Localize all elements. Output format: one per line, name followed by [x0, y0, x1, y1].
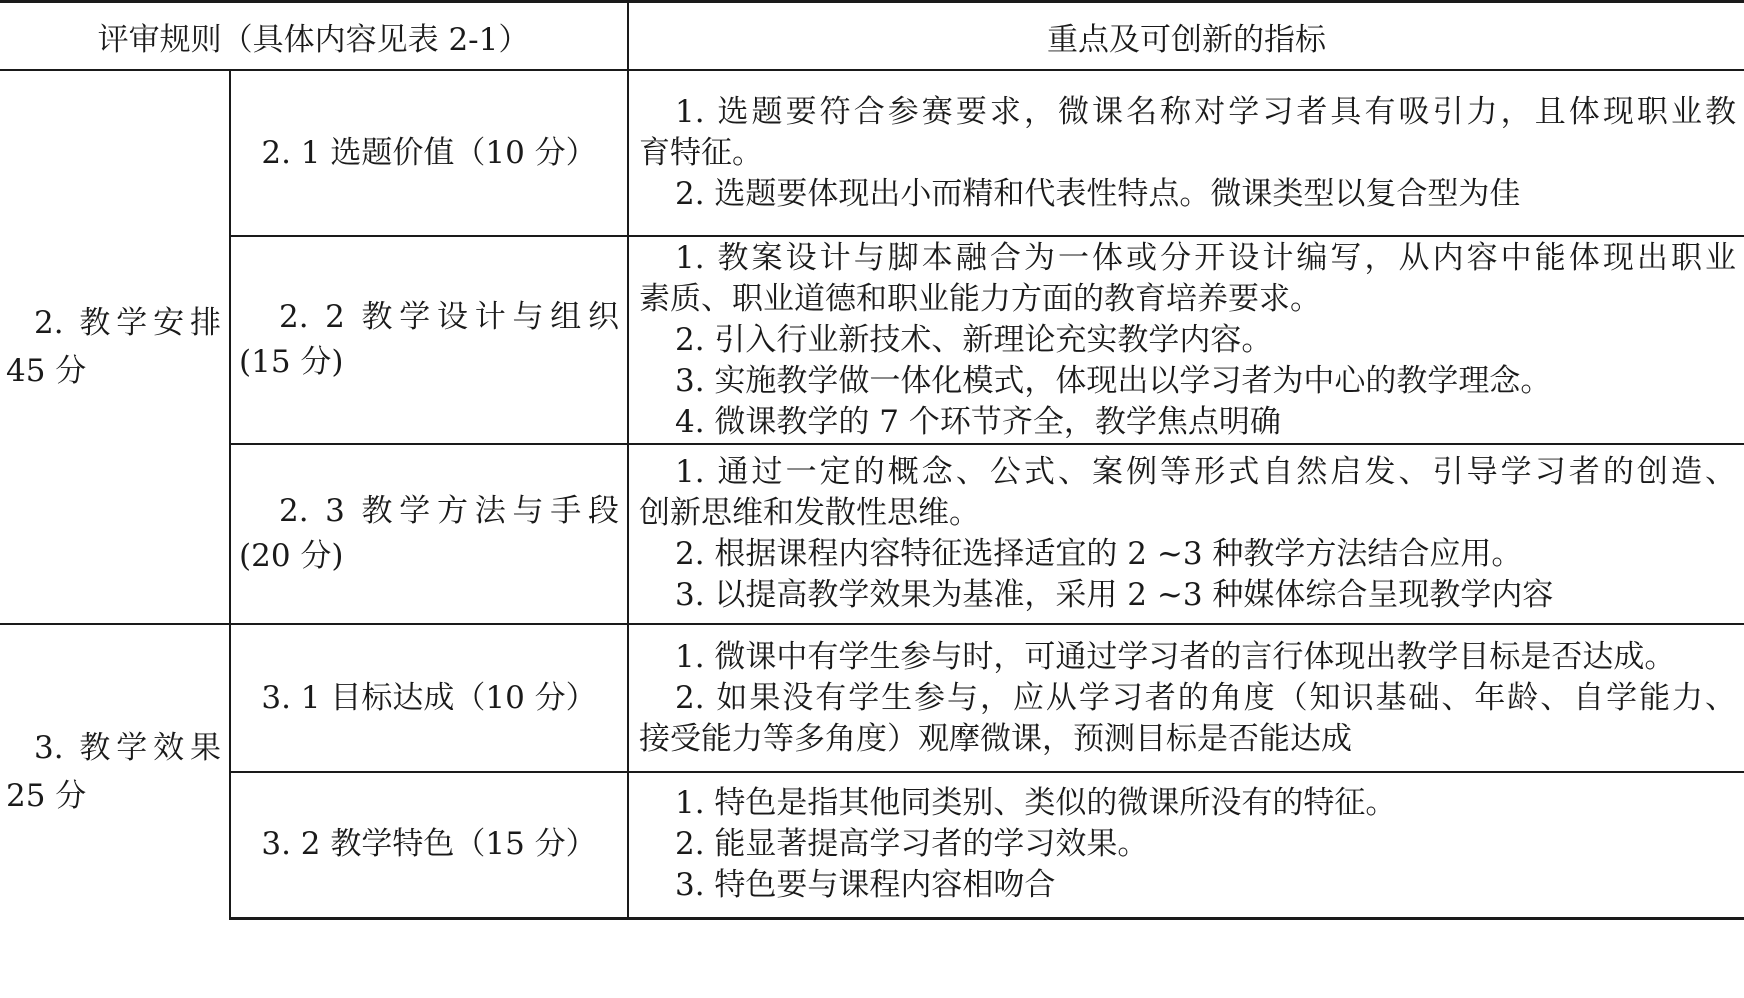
indicator-line: 3. 特色要与课程内容相吻合 [675, 867, 1056, 904]
indicator-line: 1. 选题要符合参赛要求，微课名称对学习者具有吸引力，且体现职业教 [675, 93, 1736, 130]
item-name-line2: (15 分) [239, 344, 344, 380]
section-3-title [0, 624, 230, 918]
item-2-3-indicators [628, 444, 1744, 624]
section-title-line2: 25 分 [6, 777, 87, 814]
item-name-line1: 2. 3 教学方法与手段 [279, 493, 619, 529]
indicator-line: 2. 选题要体现出小而精和代表性特点。微课类型以复合型为佳 [675, 175, 1521, 212]
item-2-1-name: 2. 1 选题价值（10 分） [230, 70, 628, 236]
indicator-line: 1. 教案设计与脚本融合为一体或分开设计编写，从内容中能体现出职业 [675, 239, 1736, 276]
indicator-line: 素质、职业道德和职业能力方面的教育培养要求。 [639, 280, 1321, 317]
header-indicators: 重点及可创新的指标 [628, 2, 1744, 71]
indicator-line: 2. 如果没有学生参与，应从学习者的角度（知识基础、年龄、自学能力、 [675, 679, 1736, 716]
indicator-line: 创新思维和发散性思维。 [639, 495, 980, 531]
item-3-2-name: 3. 2 教学特色（15 分） [230, 772, 628, 918]
table-row [0, 772, 1744, 918]
item-name-line2: (20 分) [239, 538, 344, 574]
section-2-title [0, 70, 230, 624]
table-row [0, 444, 1744, 624]
item-2-3-name [230, 444, 628, 624]
section-title-line2: 45 分 [6, 353, 87, 389]
table-header-row [0, 2, 1744, 71]
item-name-line1: 2. 2 教学设计与组织 [279, 299, 619, 335]
table-row [0, 70, 1744, 236]
indicator-line: 1. 通过一定的概念、公式、案例等形式自然启发、引导学习者的创造、 [675, 454, 1736, 490]
indicator-line: 2. 能显著提高学习者的学习效果。 [675, 826, 1149, 863]
section-title-line1: 3. 教学效果 [34, 729, 221, 766]
item-2-2-name [230, 236, 628, 444]
indicator-line: 1. 特色是指其他同类别、类似的微课所没有的特征。 [675, 785, 1397, 822]
table-row [0, 236, 1744, 444]
section-title-line1: 2. 教学安排 [34, 305, 221, 341]
header-rules: 评审规则（具体内容见表 2-1） [0, 2, 628, 71]
indicator-line: 4. 微课教学的 7 个环节齐全，教学焦点明确 [675, 403, 1281, 440]
indicator-line: 2. 根据课程内容特征选择适宜的 2 ~3 种教学方法结合应用。 [675, 536, 1523, 572]
item-2-2-indicators [628, 236, 1744, 444]
item-3-1-indicators [628, 624, 1744, 772]
item-2-1-indicators [628, 70, 1744, 236]
indicator-line: 3. 实施教学做一体化模式，体现出以学习者为中心的教学理念。 [675, 362, 1552, 399]
item-3-2-indicators [628, 772, 1744, 918]
indicator-line: 育特征。 [639, 134, 763, 171]
table-row [0, 624, 1744, 772]
indicator-line: 1. 微课中有学生参与时，可通过学习者的言行体现出教学目标是否达成。 [675, 638, 1676, 675]
item-3-1-name: 3. 1 目标达成（10 分） [230, 624, 628, 772]
indicator-line: 2. 引入行业新技术、新理论充实教学内容。 [675, 321, 1273, 358]
indicator-line: 3. 以提高教学效果为基准，采用 2 ~3 种媒体综合呈现教学内容 [675, 577, 1554, 613]
indicator-line: 接受能力等多角度）观摩微课，预测目标是否能达成 [639, 720, 1352, 757]
